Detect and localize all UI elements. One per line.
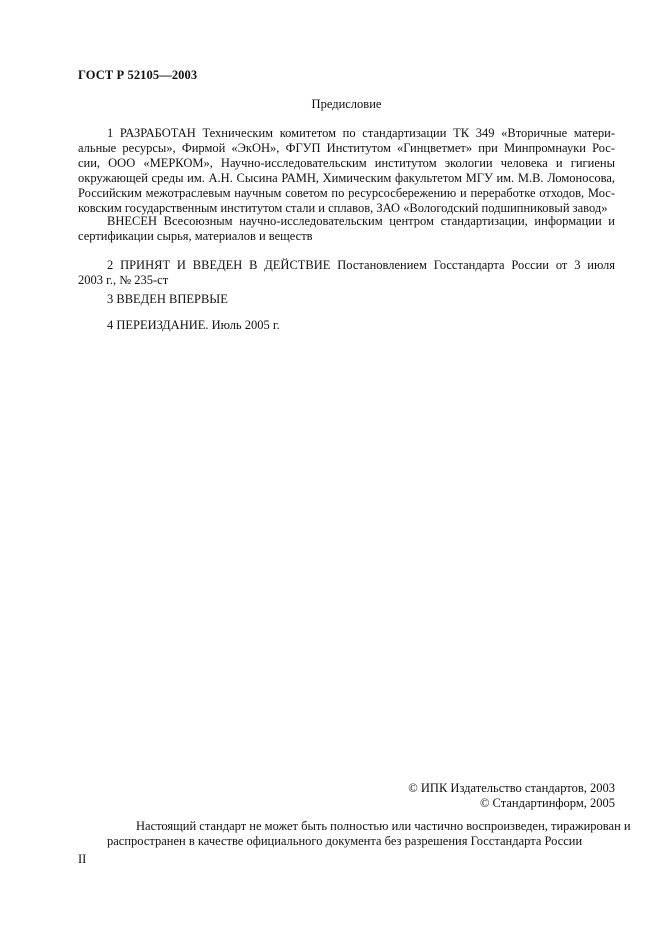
paragraph-line: 2 ПРИНЯТ И ВВЕДЕН В ДЕЙСТВИЕ Постановлением Госстандарта России от 3 июля: [107, 258, 615, 272]
paragraph-line: 2003 г., № 235-ст: [78, 273, 169, 287]
copyright-line-ipk: © ИПК Издательство стандартов, 2003: [408, 781, 615, 795]
document-header: ГОСТ Р 52105—2003: [78, 68, 198, 82]
paragraph-line: окружающей среды им. А.Н. Сысина РАМН, Химическим факультетом МГУ им. М.В. Ломоносова,: [78, 171, 615, 185]
preface-paragraph-2-adopted: [78, 258, 615, 288]
copyright-block: [408, 781, 615, 811]
paragraph-line: 1 РАЗРАБОТАН Техническим комитетом по стандартизации ТК 349 «Вторичные матери-: [107, 126, 615, 140]
reproduction-notice: [78, 819, 631, 849]
preface-title: Предисловие: [311, 97, 382, 111]
preface-paragraph-introduced-by: [78, 214, 615, 244]
page-number: II: [78, 852, 87, 866]
paragraph-line: ВНЕСЕН Всесоюзным научно-исследовательским центром стандартизации, информации и: [107, 214, 615, 228]
preface-paragraph-1-developed-by: [78, 126, 615, 216]
notice-line: Настоящий стандарт не может быть полностью или частично воспроизведен, тиражирован и: [136, 819, 631, 833]
preface-paragraph-4-reissue: [78, 318, 615, 333]
paragraph-line: ковским государственным институтом стали и сплавов, ЗАО «Вологодский подшипниковый завод»: [78, 201, 608, 215]
paragraph-line: 3 ВВЕДЕН ВПЕРВЫЕ: [107, 292, 228, 306]
paragraph-line: сертификации сырья, материалов и веществ: [78, 229, 313, 243]
notice-line: распространен в качестве официального документа без разрешения Госстандарта России: [107, 834, 583, 848]
copyright-line-standartinform: © Стандартинформ, 2005: [479, 796, 615, 810]
paragraph-line: альные ресурсы», Фирмой «ЭкОН», ФГУП Институтом «Гинцветмет» при Минпромнауки Рос-: [78, 141, 615, 155]
preface-paragraph-3-first-introduced: [78, 292, 615, 307]
paragraph-line: Российским межотраслевым научным советом по ресурсосбережению и переработке отходов, Мос-: [78, 186, 615, 200]
paragraph-line: сии, ООО «МЕРКОМ», Научно-исследовательским институтом экологии человека и гигиены: [78, 156, 615, 170]
paragraph-line: 4 ПЕРЕИЗДАНИЕ. Июль 2005 г.: [107, 318, 280, 332]
